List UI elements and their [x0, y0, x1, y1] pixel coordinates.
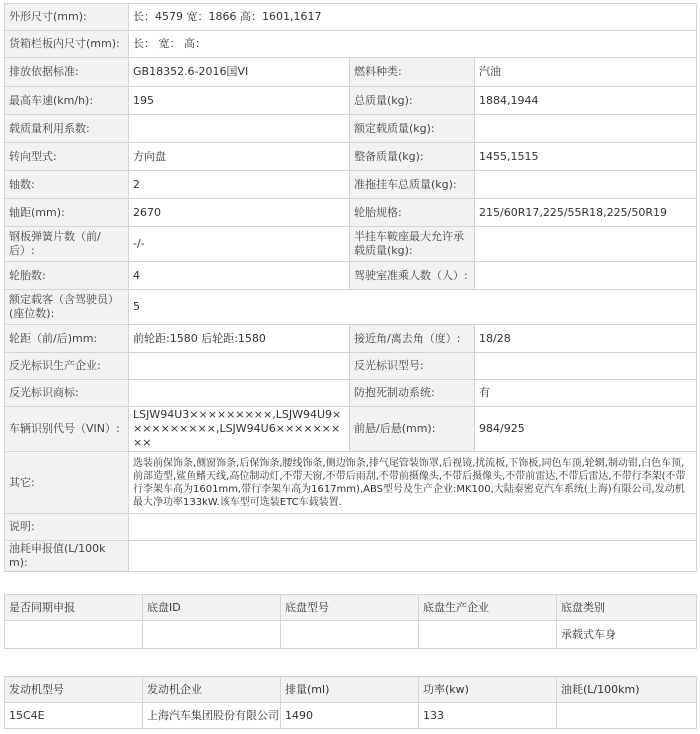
table-row — [5, 290, 697, 325]
overhang-label: 前悬/后悬(mm): — [350, 407, 475, 452]
reflector-brand-value — [129, 380, 350, 407]
angle-label: 接近角/离去角（度）: — [350, 325, 475, 353]
table-row — [5, 227, 697, 262]
table-row — [5, 703, 697, 729]
table-row — [5, 514, 697, 541]
table-row — [5, 325, 697, 353]
curb-mass-label: 整备质量(kg): — [350, 143, 475, 171]
engine-maker-value: 上海汽车集团股份有限公司 — [143, 703, 281, 729]
vin-value: LSJW94U3×××××××××,LSJW94U9××××××××××,LSJW94U6××××××××× — [129, 407, 350, 452]
emission-label: 排放依据标准: — [5, 58, 129, 87]
note-value — [129, 514, 697, 541]
fuel-consumption-label: 油耗申报值(L/100km): — [5, 541, 129, 572]
other-value: 选装前保饰条,侧窗饰条,后保饰条,腰线饰条,侧边饰条,排气尾管装饰罩,后视镜,扰流板,下饰板,同色车顶,轮辋,制动钳,白色车顶,前部造型,鲨鱼鳍天线,高位制动灯,不带天窗,不带后雨刮,不带前摄像头,不带后摄像头,不带前雷达,不带后雷达,不带行李架(不带行李架车高为1601mm,带行李架车高为1617mm),ABS型号及生产企业:MK100,大陆泰密克汽车系统(上海)有限公司,发动机最大净功率133kW.该车型可选装ETC车载装置. — [129, 452, 697, 514]
tire-spec-value: 215/60R17,225/55R18,225/50R19 — [475, 199, 697, 227]
table-row — [5, 541, 697, 572]
engine-header-model: 发动机型号 — [5, 677, 143, 703]
rated-seats-label: 额定载客（含驾驶员）(座位数): — [5, 290, 129, 325]
table-row — [5, 353, 697, 380]
table-row — [5, 171, 697, 199]
load-util-label: 载质量利用系数: — [5, 115, 129, 143]
table-header-row — [5, 677, 697, 703]
cab-seats-value — [475, 262, 697, 290]
total-mass-value: 1884,1944 — [475, 87, 697, 115]
steering-label: 转向型式: — [5, 143, 129, 171]
table-row — [5, 407, 697, 452]
spring-count-label: 钢板弹簧片数（前/后）: — [5, 227, 129, 262]
track-value: 前轮距:1580 后轮距:1580 — [129, 325, 350, 353]
vin-label: 车辆识别代号（VIN）: — [5, 407, 129, 452]
trailer-mass-label: 准拖挂车总质量(kg): — [350, 171, 475, 199]
rated-load-label: 额定载质量(kg): — [350, 115, 475, 143]
wheelbase-label: 轴距(mm): — [5, 199, 129, 227]
reflector-model-value — [475, 353, 697, 380]
table-row — [5, 380, 697, 407]
rated-seats-value: 5 — [129, 290, 697, 325]
table-row — [5, 87, 697, 115]
table-row — [5, 199, 697, 227]
engine-header-power: 功率(kw) — [419, 677, 557, 703]
abs-label: 防抱死制动系统: — [350, 380, 475, 407]
table-row — [5, 4, 697, 31]
chassis-header-id: 底盘ID — [143, 595, 281, 621]
chassis-table — [4, 594, 697, 649]
tire-count-label: 轮胎数: — [5, 262, 129, 290]
table-row — [5, 452, 697, 514]
total-mass-label: 总质量(kg): — [350, 87, 475, 115]
table-row — [5, 262, 697, 290]
table-row — [5, 58, 697, 87]
track-label: 轮距（前/后)mm: — [5, 325, 129, 353]
wheelbase-value: 2670 — [129, 199, 350, 227]
chassis-type-value: 承载式车身 — [557, 621, 697, 649]
saddle-load-label: 半挂车鞍座最大允许承载质量(kg): — [350, 227, 475, 262]
curb-mass-value: 1455,1515 — [475, 143, 697, 171]
engine-header-displacement: 排量(ml) — [281, 677, 419, 703]
cargo-dims-value: 长： 宽： 高： — [129, 31, 697, 58]
emission-value: GB18352.6-2016国VI — [129, 58, 350, 87]
reflector-maker-label: 反光标识生产企业: — [5, 353, 129, 380]
table-row — [5, 143, 697, 171]
table-row — [5, 31, 697, 58]
engine-power-value: 133 — [419, 703, 557, 729]
note-label: 说明: — [5, 514, 129, 541]
chassis-header-sync: 是否同期申报 — [5, 595, 143, 621]
tire-spec-label: 轮胎规格: — [350, 199, 475, 227]
engine-header-maker: 发动机企业 — [143, 677, 281, 703]
engine-table — [4, 676, 697, 729]
axles-label: 轴数: — [5, 171, 129, 199]
fuel-consumption-value — [129, 541, 697, 572]
dims-label: 外形尺寸(mm): — [5, 4, 129, 31]
cab-seats-label: 驾驶室准乘人数（人）: — [350, 262, 475, 290]
engine-header-fuel-consumption: 油耗(L/100km) — [557, 677, 697, 703]
fuel-type-value: 汽油 — [475, 58, 697, 87]
reflector-model-label: 反光标识型号: — [350, 353, 475, 380]
axles-value: 2 — [129, 171, 350, 199]
engine-fuel-consumption-value — [557, 703, 697, 729]
vehicle-parameters-table — [4, 3, 697, 572]
chassis-model-value — [281, 621, 419, 649]
reflector-brand-label: 反光标识商标: — [5, 380, 129, 407]
max-speed-label: 最高车速(km/h): — [5, 87, 129, 115]
table-row — [5, 621, 697, 649]
overhang-value: 984/925 — [475, 407, 697, 452]
table-header-row — [5, 595, 697, 621]
cargo-dims-label: 货箱栏板内尺寸(mm): — [5, 31, 129, 58]
max-speed-value: 195 — [129, 87, 350, 115]
chassis-header-model: 底盘型号 — [281, 595, 419, 621]
steering-value: 方向盘 — [129, 143, 350, 171]
dims-value: 长：4579 宽：1866 高：1601,1617 — [129, 4, 697, 31]
abs-value: 有 — [475, 380, 697, 407]
angle-value: 18/28 — [475, 325, 697, 353]
other-label: 其它: — [5, 452, 129, 514]
tire-count-value: 4 — [129, 262, 350, 290]
saddle-load-value — [475, 227, 697, 262]
table-row — [5, 115, 697, 143]
reflector-maker-value — [129, 353, 350, 380]
engine-model-value: 15C4E — [5, 703, 143, 729]
chassis-maker-value — [419, 621, 557, 649]
spring-count-value: -/- — [129, 227, 350, 262]
chassis-sync-value — [5, 621, 143, 649]
fuel-type-label: 燃料种类: — [350, 58, 475, 87]
chassis-id-value — [143, 621, 281, 649]
engine-displacement-value: 1490 — [281, 703, 419, 729]
rated-load-value — [475, 115, 697, 143]
load-util-value — [129, 115, 350, 143]
chassis-header-type: 底盘类别 — [557, 595, 697, 621]
trailer-mass-value — [475, 171, 697, 199]
chassis-header-maker: 底盘生产企业 — [419, 595, 557, 621]
